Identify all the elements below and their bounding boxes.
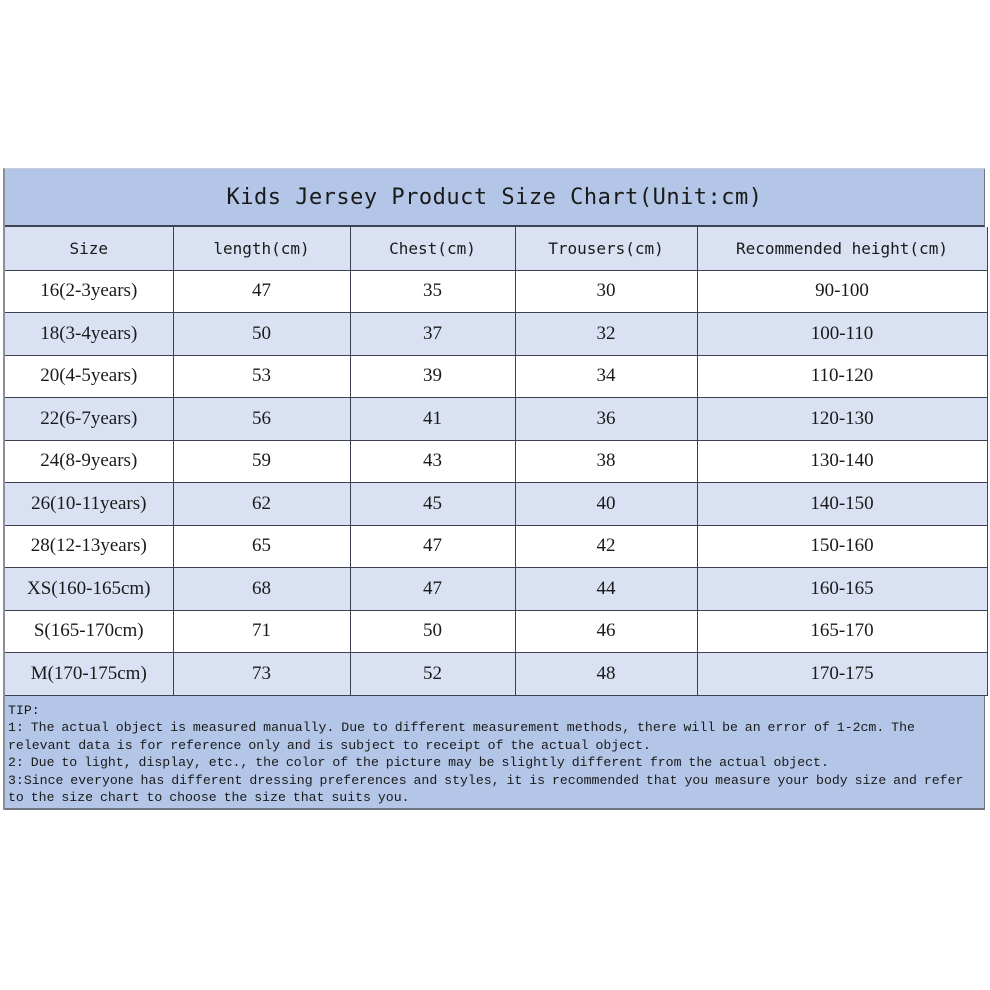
cell-trousers: 30 (515, 270, 697, 313)
cell-height: 165-170 (697, 610, 987, 653)
table-row (5, 610, 987, 653)
cell-size: 22(6-7years) (5, 398, 173, 441)
cell-length: 65 (173, 525, 350, 568)
cell-size: 16(2-3years) (5, 270, 173, 313)
cell-length: 53 (173, 355, 350, 398)
cell-length: 71 (173, 610, 350, 653)
cell-height: 120-130 (697, 398, 987, 441)
cell-chest: 39 (350, 355, 515, 398)
cell-trousers: 38 (515, 440, 697, 483)
table-row (5, 398, 987, 441)
cell-length: 47 (173, 270, 350, 313)
tips-heading: TIP: (8, 702, 40, 718)
cell-size: M(170-175cm) (5, 653, 173, 696)
table-row (5, 483, 987, 526)
column-header-recommended-height: Recommended height(cm) (697, 227, 987, 270)
cell-chest: 45 (350, 483, 515, 526)
cell-height: 110-120 (697, 355, 987, 398)
cell-trousers: 36 (515, 398, 697, 441)
cell-length: 56 (173, 398, 350, 441)
column-header-trousers: Trousers(cm) (515, 227, 697, 270)
cell-chest: 35 (350, 270, 515, 313)
cell-length: 73 (173, 653, 350, 696)
cell-trousers: 46 (515, 610, 697, 653)
column-header-chest: Chest(cm) (350, 227, 515, 270)
table-row (5, 653, 987, 696)
title-band (5, 169, 985, 227)
cell-height: 150-160 (697, 525, 987, 568)
cell-size: 28(12-13years) (5, 525, 173, 568)
tips-box (5, 696, 985, 810)
cell-size: XS(160-165cm) (5, 568, 173, 611)
cell-height: 170-175 (697, 653, 987, 696)
cell-length: 50 (173, 313, 350, 356)
header-row (5, 227, 987, 270)
tip-2: 2: Due to light, display, etc., the color of the picture may be slightly different from the actual object. (8, 755, 829, 771)
cell-size: S(165-170cm) (5, 610, 173, 653)
cell-chest: 37 (350, 313, 515, 356)
tip-1: 1: The actual object is measured manually. Due to different measurement methods, there will be an error of 1-2cm. The relevant data is for reference only and is subject to receipt of the actual object. (8, 720, 922, 753)
table-row (5, 313, 987, 356)
cell-chest: 41 (350, 398, 515, 441)
cell-length: 62 (173, 483, 350, 526)
cell-height: 160-165 (697, 568, 987, 611)
table-row (5, 355, 987, 398)
cell-length: 59 (173, 440, 350, 483)
cell-trousers: 42 (515, 525, 697, 568)
chart-title: Kids Jersey Product Size Chart(Unit:cm) (226, 184, 763, 210)
table-row (5, 568, 987, 611)
cell-height: 90-100 (697, 270, 987, 313)
table-row (5, 270, 987, 313)
size-table (5, 227, 988, 696)
table-row (5, 440, 987, 483)
column-header-size: Size (5, 227, 173, 270)
cell-chest: 50 (350, 610, 515, 653)
table-row (5, 525, 987, 568)
cell-trousers: 48 (515, 653, 697, 696)
cell-height: 100-110 (697, 313, 987, 356)
size-chart-sheet (3, 168, 985, 810)
cell-length: 68 (173, 568, 350, 611)
cell-trousers: 32 (515, 313, 697, 356)
cell-size: 18(3-4years) (5, 313, 173, 356)
cell-chest: 52 (350, 653, 515, 696)
cell-trousers: 44 (515, 568, 697, 611)
cell-size: 26(10-11years) (5, 483, 173, 526)
cell-size: 24(8-9years) (5, 440, 173, 483)
tip-3: 3:Since everyone has different dressing preferences and styles, it is recommended that you measure your body size and refer to the size chart to choose the size that suits you. (8, 772, 971, 806)
cell-trousers: 40 (515, 483, 697, 526)
cell-height: 140-150 (697, 483, 987, 526)
cell-trousers: 34 (515, 355, 697, 398)
cell-height: 130-140 (697, 440, 987, 483)
cell-chest: 47 (350, 525, 515, 568)
cell-chest: 47 (350, 568, 515, 611)
column-header-length: length(cm) (173, 227, 350, 270)
cell-size: 20(4-5years) (5, 355, 173, 398)
cell-chest: 43 (350, 440, 515, 483)
